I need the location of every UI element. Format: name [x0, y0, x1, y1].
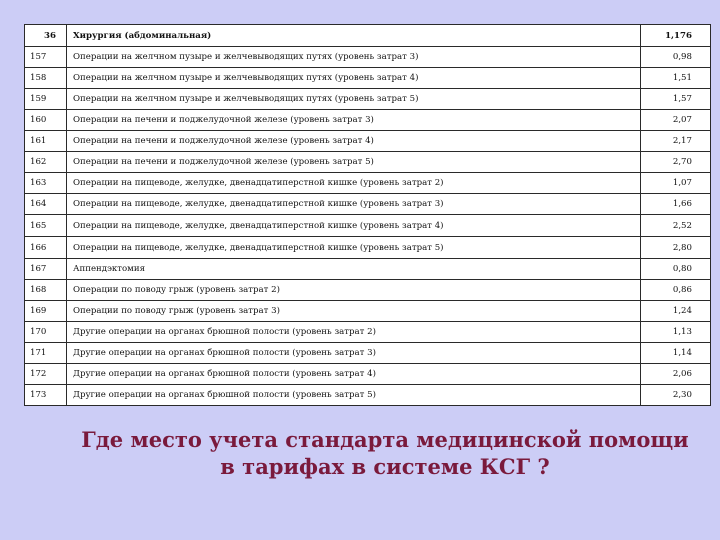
- ksg-name-cell: Операции на пищеводе, желудке, двенадцатиперстной кишке (уровень затрат 3): [67, 194, 641, 215]
- ksg-name-cell: Операции на пищеводе, желудке, двенадцатиперстной кишке (уровень затрат 5): [67, 237, 641, 259]
- ksg-name-cell: Операции на желчном пузыре и желчевыводящих путях (уровень затрат 3): [67, 47, 641, 68]
- ksg-code-cell: 172: [25, 364, 67, 385]
- table-row: [25, 68, 711, 89]
- ksg-name-cell: Операции на печени и поджелудочной железе (уровень затрат 4): [67, 131, 641, 152]
- ksg-name-cell: Операции на печени и поджелудочной железе (уровень затрат 3): [67, 110, 641, 131]
- ksg-name-cell: Другие операции на органах брюшной полости (уровень затрат 2): [67, 322, 641, 343]
- ksg-coefficient-cell: 1,51: [641, 68, 711, 89]
- ksg-name-cell: Операции на желчном пузыре и желчевыводящих путях (уровень затрат 5): [67, 89, 641, 110]
- ksg-coefficient-cell: 0,86: [641, 280, 711, 301]
- ksg-tariff-table: [24, 24, 711, 406]
- table-row: [25, 280, 711, 301]
- ksg-name-cell: Операции по поводу грыж (уровень затрат 2): [67, 280, 641, 301]
- ksg-code-cell: 162: [25, 152, 67, 173]
- ksg-name-cell: Другие операции на органах брюшной полости (уровень затрат 4): [67, 364, 641, 385]
- table-body: [25, 25, 711, 406]
- profile-name: Хирургия (абдоминальная): [67, 25, 641, 47]
- caption-line-2: в тарифах в системе КСГ ?: [220, 454, 550, 479]
- caption-line-1: Где место учета стандарта медицинской помощи: [81, 427, 689, 452]
- ksg-coefficient-cell: 0,98: [641, 47, 711, 68]
- table-row: [25, 301, 711, 322]
- ksg-code-cell: 171: [25, 343, 67, 364]
- ksg-coefficient-cell: 2,06: [641, 364, 711, 385]
- table-row: [25, 173, 711, 194]
- ksg-code-cell: 159: [25, 89, 67, 110]
- ksg-code-cell: 157: [25, 47, 67, 68]
- profile-header-row: [25, 25, 711, 47]
- table-row: [25, 215, 711, 237]
- ksg-name-cell: Операции на пищеводе, желудке, двенадцатиперстной кишке (уровень затрат 2): [67, 173, 641, 194]
- ksg-coefficient-cell: 2,52: [641, 215, 711, 237]
- table-row: [25, 131, 711, 152]
- tariff-table-sheet: [24, 24, 710, 406]
- ksg-name-cell: Операции на пищеводе, желудке, двенадцатиперстной кишке (уровень затрат 4): [67, 215, 641, 237]
- ksg-coefficient-cell: 1,14: [641, 343, 711, 364]
- table-row: [25, 259, 711, 280]
- table-row: [25, 322, 711, 343]
- table-row: [25, 194, 711, 215]
- table-row: [25, 152, 711, 173]
- slide-caption: [70, 426, 700, 480]
- ksg-coefficient-cell: 1,66: [641, 194, 711, 215]
- ksg-code-cell: 161: [25, 131, 67, 152]
- ksg-code-cell: 169: [25, 301, 67, 322]
- ksg-code-cell: 173: [25, 385, 67, 406]
- profile-code: 36: [25, 25, 67, 47]
- ksg-coefficient-cell: 1,24: [641, 301, 711, 322]
- ksg-coefficient-cell: 2,30: [641, 385, 711, 406]
- ksg-code-cell: 164: [25, 194, 67, 215]
- ksg-name-cell: Операции на желчном пузыре и желчевыводящих путях (уровень затрат 4): [67, 68, 641, 89]
- ksg-code-cell: 160: [25, 110, 67, 131]
- table-row: [25, 237, 711, 259]
- ksg-coefficient-cell: 1,07: [641, 173, 711, 194]
- table-row: [25, 343, 711, 364]
- ksg-name-cell: Аппендэктомия: [67, 259, 641, 280]
- ksg-name-cell: Другие операции на органах брюшной полости (уровень затрат 5): [67, 385, 641, 406]
- ksg-code-cell: 166: [25, 237, 67, 259]
- ksg-code-cell: 168: [25, 280, 67, 301]
- table-row: [25, 385, 711, 406]
- ksg-name-cell: Операции по поводу грыж (уровень затрат 3): [67, 301, 641, 322]
- ksg-coefficient-cell: 1,57: [641, 89, 711, 110]
- ksg-coefficient-cell: 2,80: [641, 237, 711, 259]
- ksg-coefficient-cell: 2,17: [641, 131, 711, 152]
- ksg-code-cell: 158: [25, 68, 67, 89]
- ksg-coefficient-cell: 0,80: [641, 259, 711, 280]
- ksg-code-cell: 165: [25, 215, 67, 237]
- ksg-name-cell: Другие операции на органах брюшной полости (уровень затрат 3): [67, 343, 641, 364]
- ksg-code-cell: 170: [25, 322, 67, 343]
- ksg-coefficient-cell: 1,13: [641, 322, 711, 343]
- ksg-code-cell: 167: [25, 259, 67, 280]
- table-row: [25, 89, 711, 110]
- profile-coefficient: 1,176: [641, 25, 711, 47]
- table-row: [25, 110, 711, 131]
- table-row: [25, 364, 711, 385]
- ksg-coefficient-cell: 2,70: [641, 152, 711, 173]
- table-row: [25, 47, 711, 68]
- ksg-coefficient-cell: 2,07: [641, 110, 711, 131]
- ksg-code-cell: 163: [25, 173, 67, 194]
- ksg-name-cell: Операции на печени и поджелудочной железе (уровень затрат 5): [67, 152, 641, 173]
